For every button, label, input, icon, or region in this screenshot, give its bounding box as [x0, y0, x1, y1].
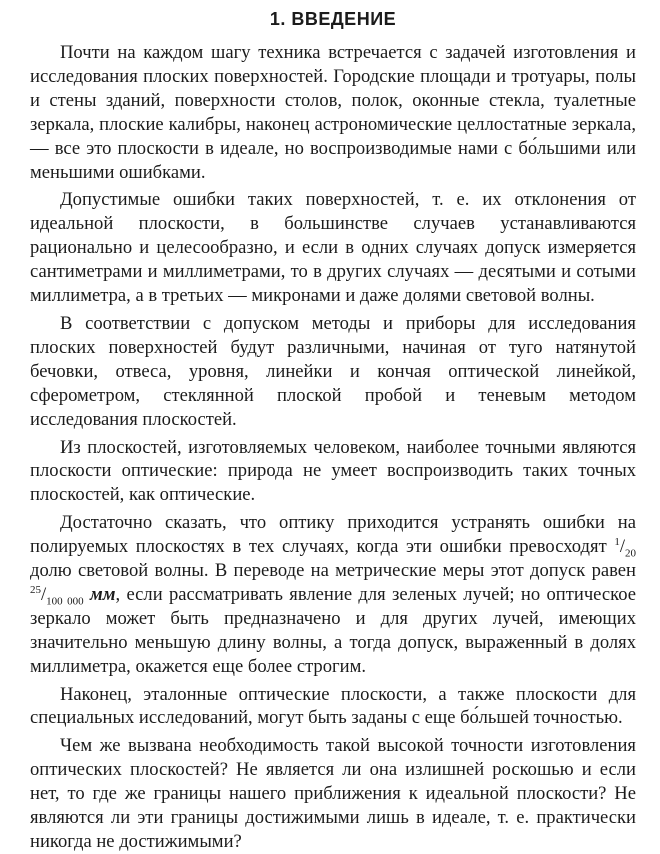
- paragraph-5-part-1: Достаточно сказать, что оптику приходится устранять ошибки на полируемых плоскостях в тех случаях, когда эти ошибки превосходят: [30, 512, 636, 558]
- paragraph-2: Допустимые ошибки таких поверхностей, т. е. их отклонения от идеальной плоскости, в большинстве случаев устанавливаются рационально и целесообразно, и если в одних случаях допуск измеряется сантиметрами и миллиметрами, то в других случаях — десятыми и сотыми миллиметра, а в третьих — микронами и даже долями световой волны.: [30, 189, 636, 307]
- unit-mm: мм: [89, 583, 116, 605]
- fraction-1-numerator: 1: [614, 535, 620, 548]
- fraction-2-denominator: 100 000: [46, 595, 84, 608]
- paragraph-5: [30, 511, 636, 678]
- paragraph-4: Из плоскостей, изготовляемых человеком, наиболее точными являются плоскости оптические: природа не умеет воспроизводить таких точных плоскостей, как оптические.: [30, 436, 636, 506]
- paragraph-5-part-2: долю световой волны. В переводе на метрические меры этот допуск равен: [30, 560, 636, 582]
- paragraph-1: Почти на каждом шагу техника встречается с задачей изготовления и исследования плоских поверхностей. Городские площади и тротуары, полы и стены зданий, поверхности столов, полок, оконные стекла, туалетные зеркала, плоские калибры, наконец астрономические целлостатные зеркала, — все это плоскости в идеале, но воспроизводимые нами с бо́льшими или меньшими ошибками.: [30, 42, 636, 183]
- paragraph-6: Наконец, эталонные оптические плоскости, а также плоскости для специальных исследований, могут быть заданы с еще бо́льшей точностью.: [30, 683, 636, 729]
- fraction-1-denominator: 20: [625, 547, 636, 560]
- fraction-one-twentieth: $^1/_{20}$: [614, 535, 636, 560]
- paragraph-5-part-3: , если рассматривать явление для зеленых лучей; но оптическое зеркало может быть предназначено и для других лучей, имеющих значительно меньшую длину волны, а тогда допуск, выраженный в долях миллиметра, окажется еще более строгим.: [30, 583, 637, 677]
- body-text: [30, 41, 636, 854]
- section-heading: 1. ВВЕДЕНИЕ: [269, 9, 397, 29]
- fraction-2-numerator: 25: [30, 583, 41, 596]
- paragraph-3: В соответствии с допуском методы и приборы для исследования плоских поверхностей будут различными, начиная от туго натянутой бечовки, отвеса, уровня, линейки и кончая оптической линейкой, сферометром, стеклянной плоской пробой и теневым методом исследования плоскостей.: [30, 312, 636, 430]
- paragraph-7: Чем же вызвана необходимость такой высокой точности изготовления оптических плоскостей? Не является ли она излишней роскошью и если нет, то где же границы нашего приближения к идеальной плоскости? Не являются ли эти границы достижимыми лишь в идеале, т. е. практически никогда не достижимыми?: [30, 735, 636, 852]
- fraction-tolerance: $^{25}/_{100 000}$: [30, 583, 84, 608]
